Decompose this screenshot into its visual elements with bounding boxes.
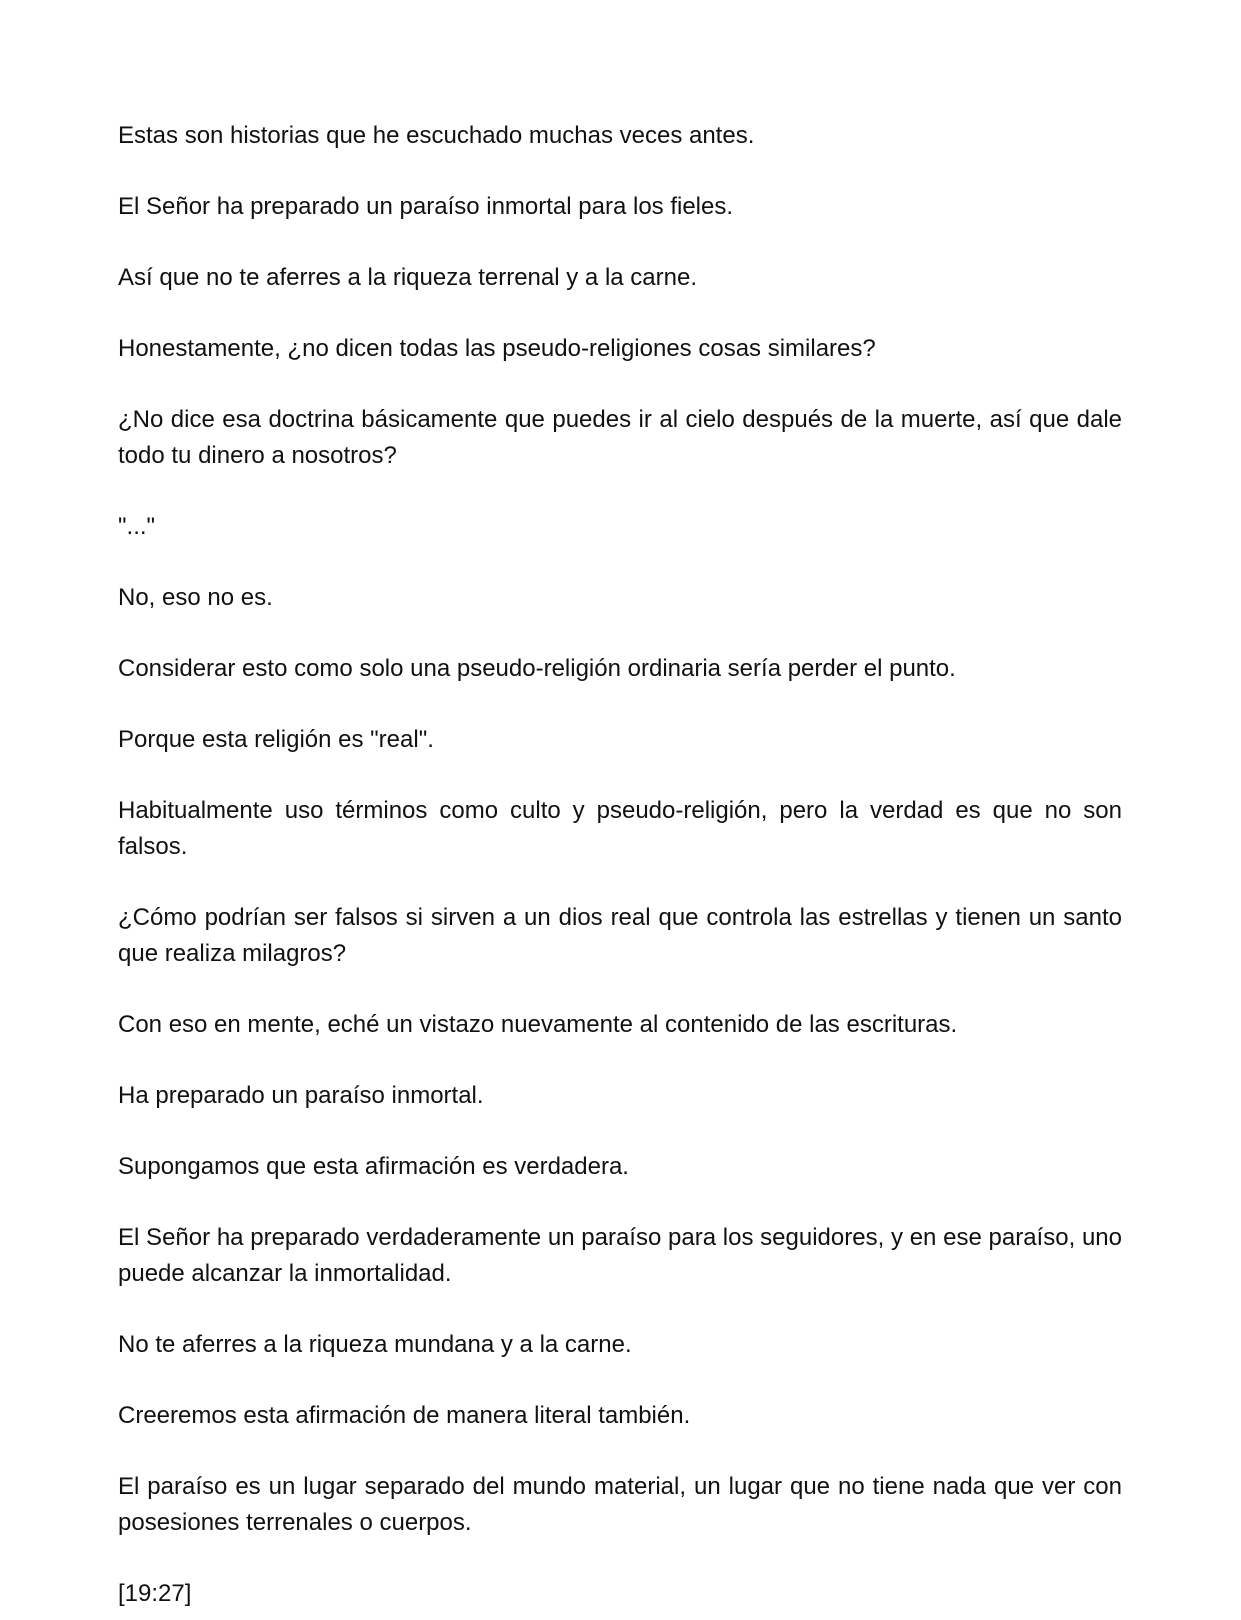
paragraph: Con eso en mente, eché un vistazo nuevamente al contenido de las escrituras. [118, 1011, 958, 1038]
paragraph: Habitualmente uso términos como culto y pseudo-religión, pero la verdad es que no son falsos. [118, 797, 1122, 860]
paragraph: "..." [118, 513, 156, 540]
paragraph: No te aferres a la riqueza mundana y a la carne. [118, 1331, 632, 1358]
document-body [118, 118, 1122, 1612]
paragraph: El paraíso es un lugar separado del mundo material, un lugar que no tiene nada que ver con posesiones terrenales o cuerpos. [118, 1473, 1122, 1536]
paragraph: Estas son historias que he escuchado muchas veces antes. [118, 122, 755, 149]
paragraph: Así que no te aferres a la riqueza terrenal y a la carne. [118, 264, 697, 291]
chapter-marker: [19:27] [118, 1580, 192, 1607]
paragraph: ¿Cómo podrían ser falsos si sirven a un dios real que controla las estrellas y tienen un santo que realiza milagros? [118, 904, 1122, 967]
paragraph: ¿No dice esa doctrina básicamente que puedes ir al cielo después de la muerte, así que dale todo tu dinero a nosotros? [118, 406, 1122, 469]
paragraph: Creeremos esta afirmación de manera literal también. [118, 1402, 691, 1429]
paragraph: Supongamos que esta afirmación es verdadera. [118, 1153, 629, 1180]
paragraph: Honestamente, ¿no dicen todas las pseudo-religiones cosas similares? [118, 335, 876, 362]
paragraph: El Señor ha preparado un paraíso inmortal para los fieles. [118, 193, 734, 220]
paragraph: El Señor ha preparado verdaderamente un paraíso para los seguidores, y en ese paraíso, uno puede alcanzar la inmortalidad. [118, 1224, 1122, 1287]
paragraph: Porque esta religión es "real". [118, 726, 434, 753]
paragraph: Ha preparado un paraíso inmortal. [118, 1082, 484, 1109]
paragraph: No, eso no es. [118, 584, 273, 611]
paragraph: Considerar esto como solo una pseudo-religión ordinaria sería perder el punto. [118, 655, 956, 682]
